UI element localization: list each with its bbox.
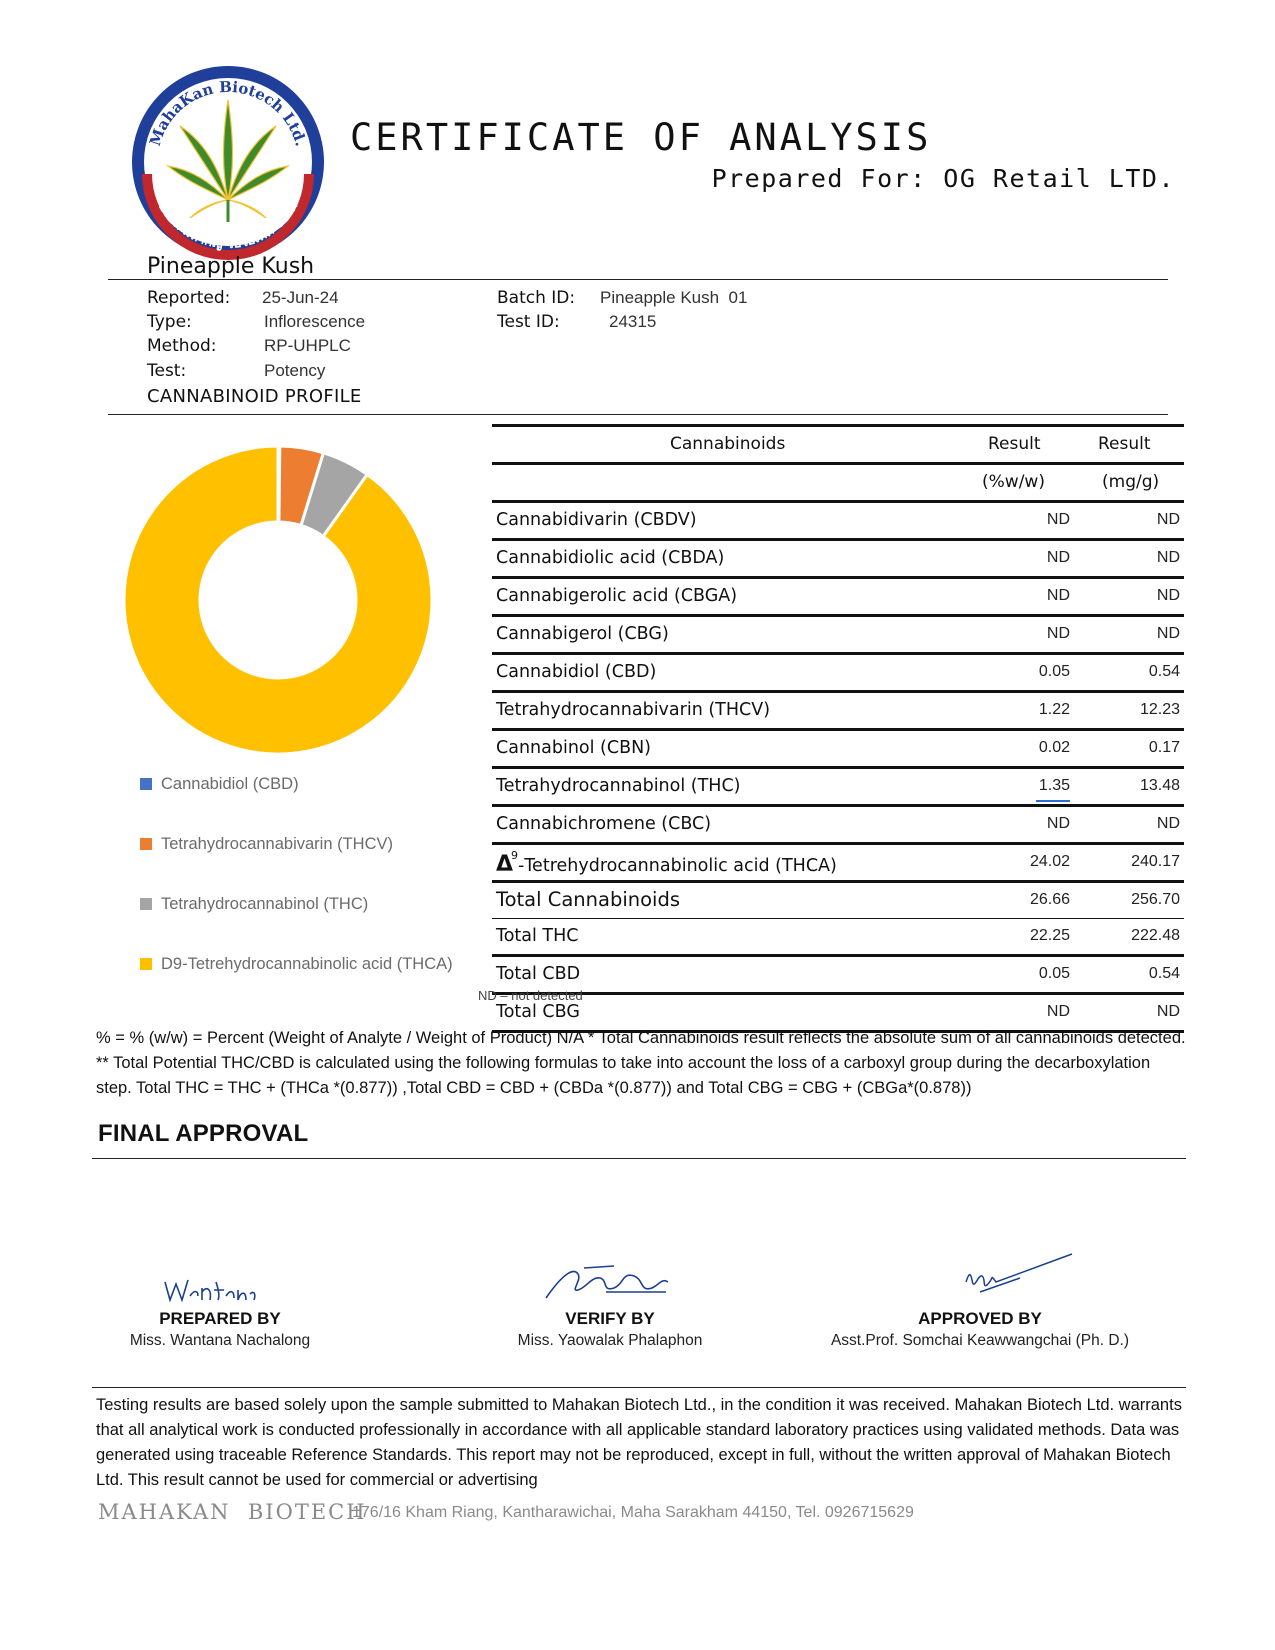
approved-by-block bbox=[810, 1309, 1150, 1350]
divider-top bbox=[108, 279, 1168, 280]
table-header-row bbox=[492, 427, 1184, 465]
header-result-pct: Result bbox=[988, 434, 1041, 454]
signature-approved bbox=[960, 1252, 1080, 1302]
legend-item-thcv: Tetrahydrocannabivarin (THCV) bbox=[140, 835, 393, 854]
divider-disclaimer bbox=[92, 1387, 1186, 1388]
batch-label: Batch ID: bbox=[497, 288, 576, 308]
prepared-by-role: PREPARED BY bbox=[159, 1309, 281, 1328]
approved-by-name: Asst.Prof. Somchai Keawwangchai (Ph. D.) bbox=[830, 1332, 1130, 1349]
table-row: Cannabidiolic acid (CBDA) ND ND bbox=[492, 541, 1184, 579]
unit-pct: (%w/w) bbox=[982, 472, 1045, 492]
prepared-for: Prepared For: OG Retail LTD. bbox=[711, 164, 1175, 193]
delta-superscript: 9 bbox=[511, 849, 519, 862]
table-row: Cannabinol (CBN) 0.02 0.17 bbox=[492, 731, 1184, 769]
total-row-cannabinoids: Total Cannabinoids 26.66 256.70 bbox=[492, 883, 1184, 919]
table-row: Tetrahydrocannabinol (THC) 1.35 13.48 bbox=[492, 769, 1184, 807]
final-approval-title: FINAL APPROVAL bbox=[98, 1120, 309, 1147]
batch-value: Pineapple Kush 01 bbox=[600, 288, 748, 307]
method-value: RP-UHPLC bbox=[264, 336, 351, 355]
signature-prepared bbox=[160, 1272, 260, 1306]
prepared-by-name: Miss. Wantana Nachalong bbox=[129, 1332, 311, 1349]
approved-by-role: APPROVED BY bbox=[918, 1309, 1042, 1328]
footer-company-name: MAHAKAN BIOTECH bbox=[98, 1500, 367, 1524]
table-row: Cannabidivarin (CBDV) ND ND bbox=[492, 503, 1184, 541]
type-label: Type: bbox=[147, 312, 192, 332]
legend-item-cbd: Cannabidiol (CBD) bbox=[140, 775, 299, 794]
verify-by-block bbox=[490, 1309, 730, 1350]
table-row: Cannabidiol (CBD) 0.05 0.54 bbox=[492, 655, 1184, 693]
reported-label: Reported: bbox=[147, 288, 231, 308]
unit-mg: (mg/g) bbox=[1102, 472, 1160, 492]
type-value: Inflorescence bbox=[264, 312, 366, 331]
total-row-cbg: Total CBG ND ND bbox=[492, 995, 1184, 1033]
profile-title: CANNABINOID PROFILE bbox=[147, 386, 362, 407]
test-value: Potency bbox=[264, 361, 326, 380]
signature-verify bbox=[544, 1262, 674, 1302]
table-row: Cannabigerolic acid (CBGA) ND ND bbox=[492, 579, 1184, 617]
testid-label: Test ID: bbox=[497, 312, 560, 332]
legend-swatch-thcv bbox=[140, 838, 152, 850]
cannabinoid-donut-chart bbox=[118, 440, 438, 760]
results-table bbox=[492, 424, 1184, 1033]
reported-value: 25-Jun-24 bbox=[262, 288, 339, 307]
thca-name: -Tetrehydrocannabinolic acid (THCA) bbox=[518, 856, 837, 876]
total-row-thc: Total THC 22.25 222.48 bbox=[492, 919, 1184, 957]
legend-swatch-thca bbox=[140, 958, 152, 970]
method-label: Method: bbox=[147, 336, 217, 356]
disclaimer-text: Testing results are based solely upon the sample submitted to Mahakan Biotech Ltd., in the condition it was received. Mahakan Biotech Ltd. warrants that all analytical work is conducted professionally in accordance with all applicable standard laboratory practices using validated methods. Data was generated using traceable Reference Standards. This report may not be reproduced, except in full, without the written approval of Mahakan Biotech Ltd. This result cannot be used for commercial or advertising bbox=[96, 1396, 1182, 1489]
product-name: Pineapple Kush bbox=[147, 254, 315, 279]
legend-swatch-cbd bbox=[140, 778, 152, 790]
legend-item-thc: Tetrahydrocannabinol (THC) bbox=[140, 895, 368, 914]
svg-text:MahaKan Biotech Ltd.: MahaKan Biotech Ltd. bbox=[145, 77, 310, 149]
table-row: Cannabigerol (CBG) ND ND bbox=[492, 617, 1184, 655]
total-row-cbd: Total CBD 0.05 0.54 bbox=[492, 957, 1184, 995]
legend-swatch-thc bbox=[140, 898, 152, 910]
table-row: Tetrahydrocannabivarin (THCV) 1.22 12.23 bbox=[492, 693, 1184, 731]
verify-by-name: Miss. Yaowalak Phalaphon bbox=[517, 1332, 703, 1349]
header-result-mg: Result bbox=[1098, 434, 1151, 454]
table-units-row bbox=[492, 465, 1184, 503]
testid-value: 24315 bbox=[609, 312, 657, 331]
slice-thca bbox=[124, 446, 432, 754]
thc-value-underline bbox=[1036, 800, 1070, 802]
divider-approval bbox=[92, 1158, 1186, 1159]
footer-address: 176/16 Kham Riang, Kantharawichai, Maha Sarakham 44150, Tel. 0926715629 bbox=[352, 1504, 914, 1521]
company-logo bbox=[128, 62, 328, 262]
divider-profile bbox=[108, 414, 1168, 415]
header-cannabinoids: Cannabinoids bbox=[670, 434, 786, 454]
table-row: Cannabichromene (CBC) ND ND bbox=[492, 807, 1184, 845]
verify-by-role: VERIFY BY bbox=[565, 1309, 655, 1328]
delta-symbol: Δ bbox=[496, 852, 514, 877]
nd-footnote: ND – not detected bbox=[478, 988, 583, 1003]
test-label: Test: bbox=[147, 361, 187, 381]
prepared-by-block bbox=[110, 1309, 330, 1350]
legend-item-thca: D9-Tetrehydrocannabinolic acid (THCA) bbox=[140, 955, 453, 974]
document-title: CERTIFICATE OF ANALYSIS bbox=[350, 116, 932, 159]
calculation-notes: % = % (w/w) = Percent (Weight of Analyte / Weight of Product) N/A * Total Cannabinoids result reflects the absolute sum of all cannabinoids detected. ** Total Potential THC/CBD is calculated using the following formulas to take into account the loss of a carboxyl group during the decarboxylation step. Total THC = THC + (THCa *(0.877)) ,Total CBD = CBD + (CBDa *(0.877)) and Total CBG = CBG + (CBGa*(0.878)) bbox=[96, 1029, 1186, 1097]
svg-text:บริษัท มหากัญ ไบโอเทค จำกัด: บริษัท มหากัญ ไบโอเทค จำกัด bbox=[154, 199, 302, 253]
table-row-thca: $\Delta^9$-Tetrehydrocannabinolic acid (THCA) 24.02 240.17 bbox=[492, 845, 1184, 883]
